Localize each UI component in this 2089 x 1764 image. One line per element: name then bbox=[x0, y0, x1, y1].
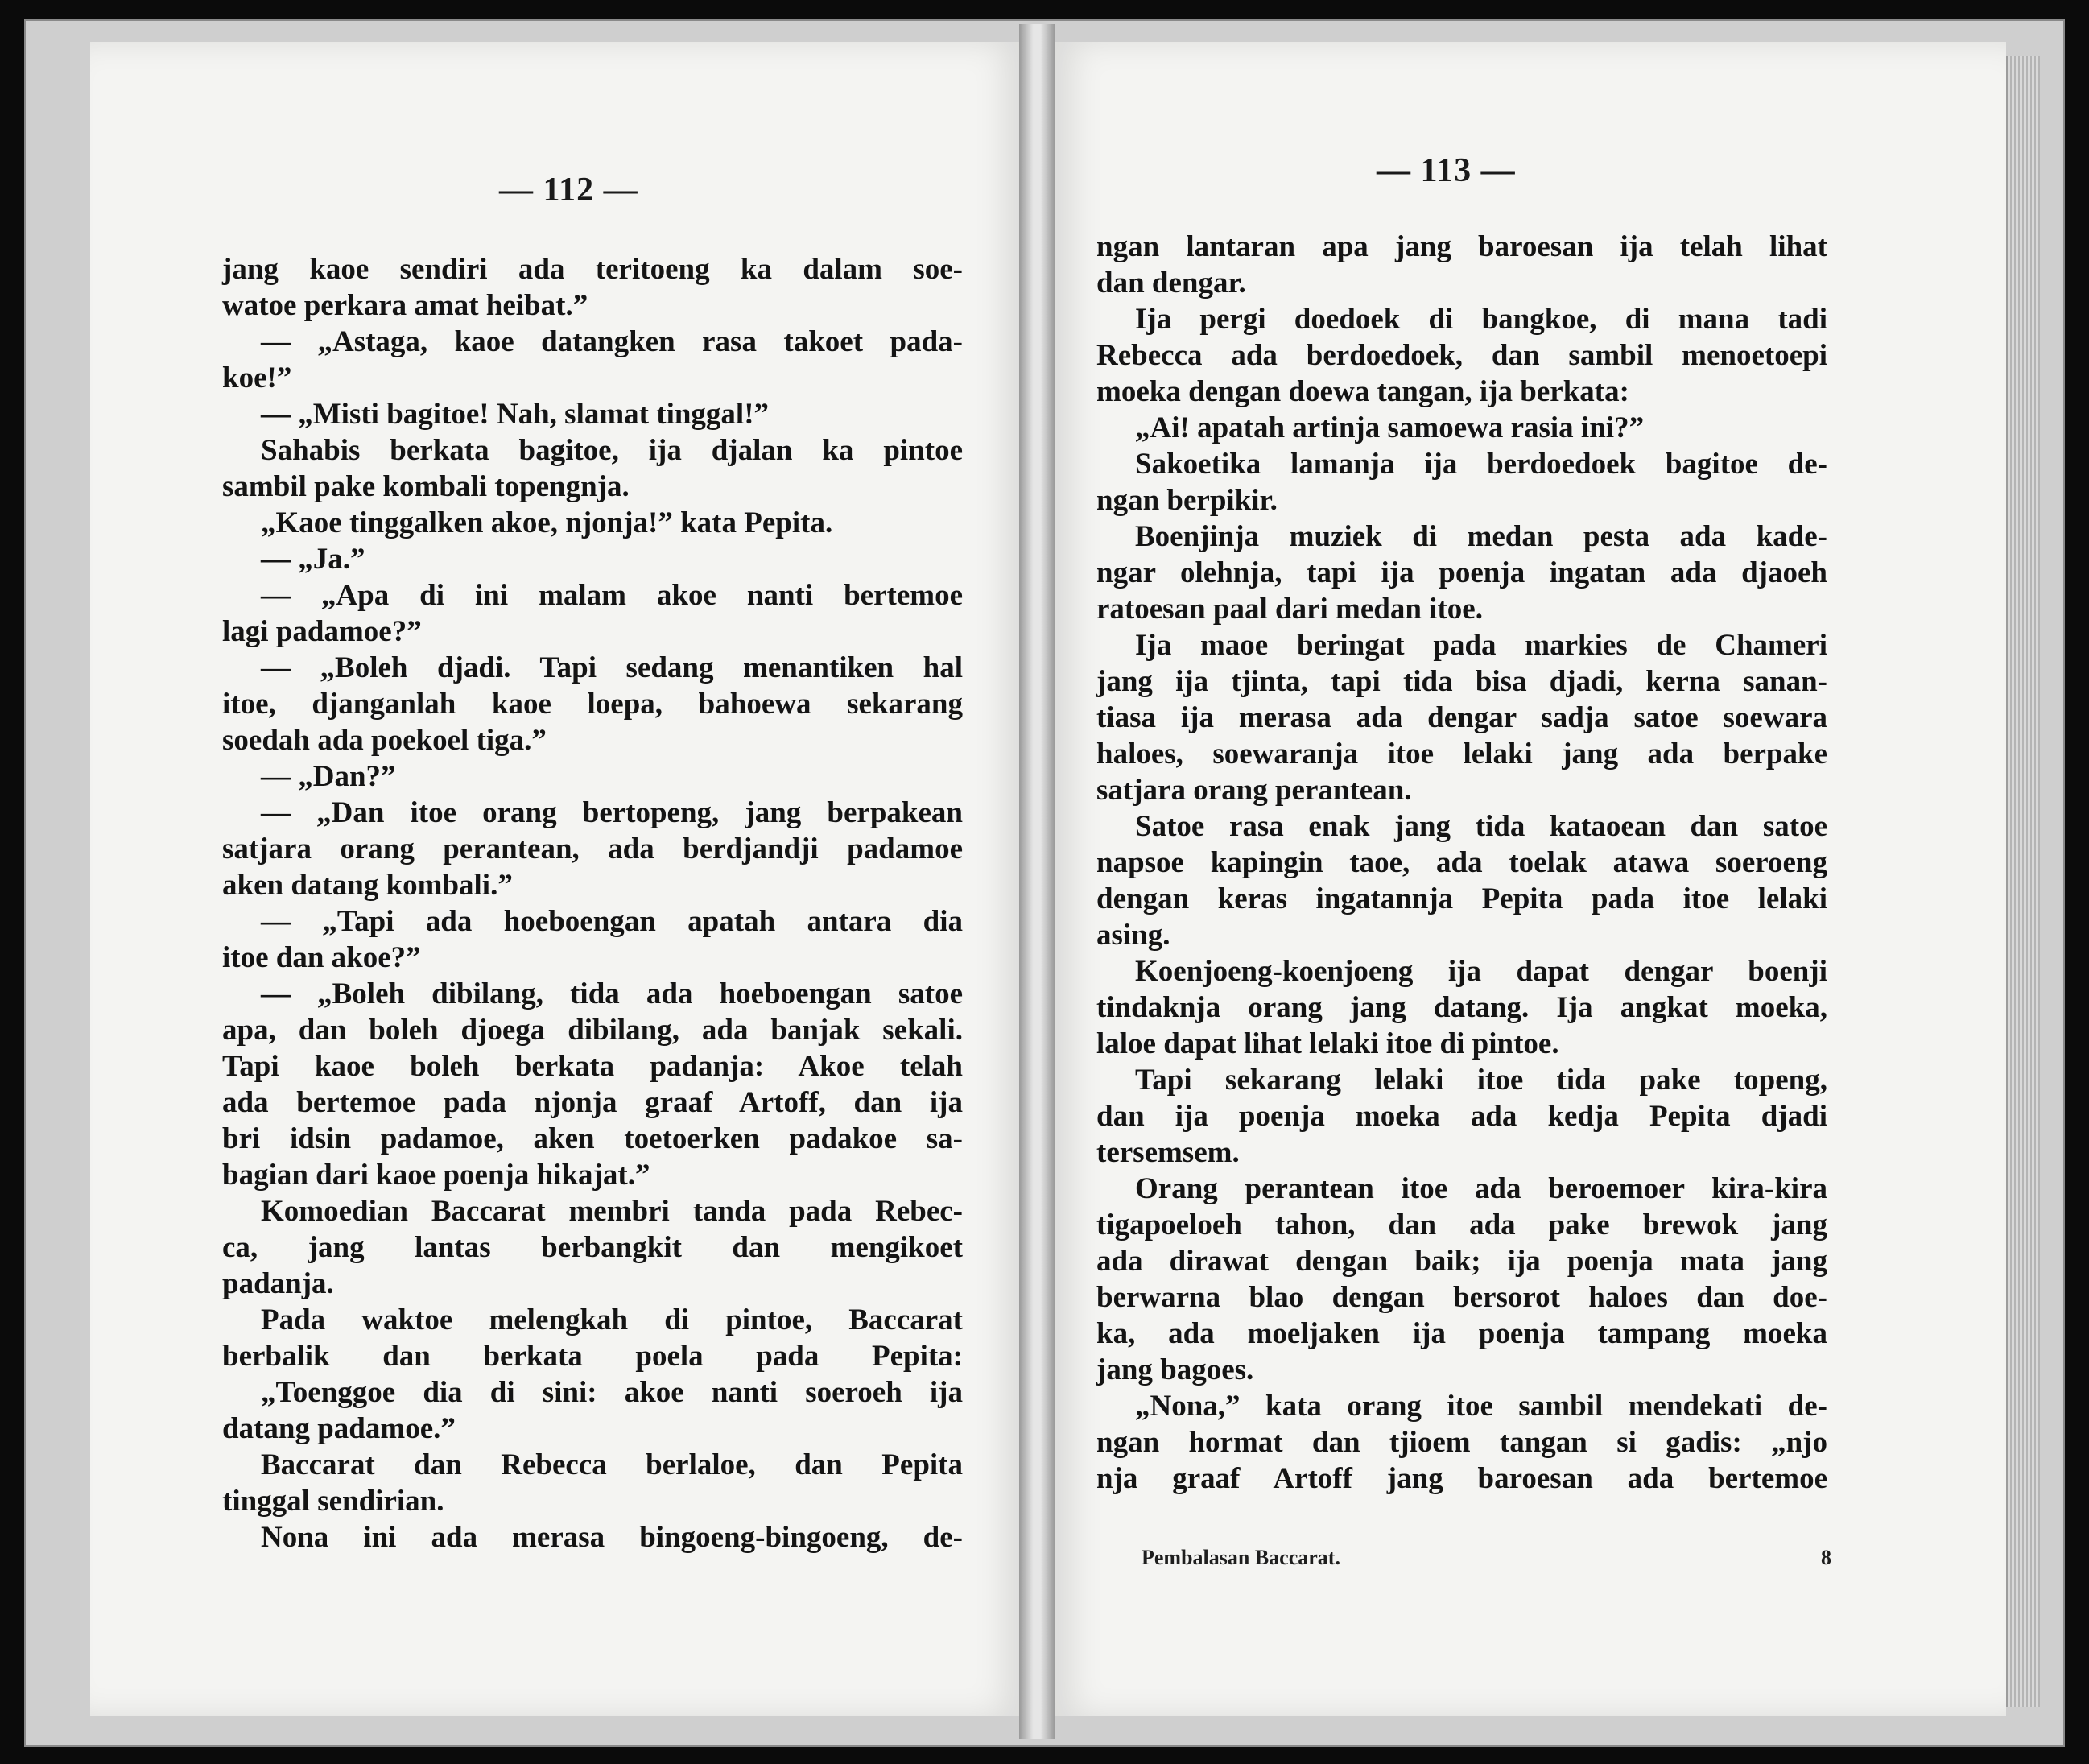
text-line: Nona ini ada merasa bingoeng-bingoeng, de- bbox=[261, 1521, 963, 1554]
text-line: satjara orang perantean. bbox=[1096, 774, 1412, 807]
text-line: Pada waktoe melengkah di pintoe, Baccarat bbox=[261, 1303, 963, 1336]
text-line: „Nona,” kata orang itoe sambil mendekati de- bbox=[1135, 1390, 1827, 1423]
text-line: — „Ja.” bbox=[261, 543, 365, 576]
text-line: moeka dengan doewa tangan, ija berkata: bbox=[1096, 375, 1629, 408]
text-line: watoe perkara amat heibat.” bbox=[222, 289, 588, 322]
text-line: — „Boleh dibilang, tida ada hoeboengan satoe bbox=[261, 977, 963, 1010]
text-line: Ija pergi doedoek di bangkoe, di mana tadi bbox=[1135, 303, 1827, 336]
text-line: Sahabis berkata bagitoe, ija djalan ka pintoe bbox=[261, 434, 963, 467]
text-line: jang bagoes. bbox=[1096, 1353, 1254, 1386]
page-edge-stack bbox=[2006, 56, 2040, 1707]
text-line: ngan lantaran apa jang baroesan ija telah lihat bbox=[1096, 230, 1827, 263]
text-line: soedah ada poekoel tiga.” bbox=[222, 724, 547, 757]
text-line: itoe dan akoe?” bbox=[222, 941, 421, 974]
right-page-number: — 113 — bbox=[1377, 152, 1516, 189]
text-line: apa, dan boleh djoega dibilang, ada banjak sekali. bbox=[222, 1014, 963, 1047]
text-line: lagi padamoe?” bbox=[222, 615, 422, 648]
text-line: ada bertemoe pada njonja graaf Artoff, dan ija bbox=[222, 1086, 963, 1119]
text-line: itoe, djanganlah kaoe loepa, bahoewa sekarang bbox=[222, 688, 963, 721]
text-line: Rebecca ada berdoedoek, dan sambil menoetoepi bbox=[1096, 339, 1827, 372]
text-line: Sakoetika lamanja ija berdoedoek bagitoe de- bbox=[1135, 448, 1827, 481]
text-line: bagian dari kaoe poenja hikajat.” bbox=[222, 1159, 650, 1192]
text-line: nja graaf Artoff jang baroesan ada bertemoe bbox=[1096, 1462, 1827, 1495]
text-line: laloe dapat lihat lelaki itoe di pintoe. bbox=[1096, 1027, 1559, 1060]
text-line: aken datang kombali.” bbox=[222, 869, 513, 902]
text-line: — „Tapi ada hoeboengan apatah antara dia bbox=[261, 905, 963, 938]
text-line: berbalik dan berkata poela pada Pepita: bbox=[222, 1340, 963, 1373]
text-line: napsoe kapingin taoe, ada toelak atawa soeroeng bbox=[1096, 846, 1827, 879]
text-line: — „Misti bagitoe! Nah, slamat tinggal!” bbox=[261, 398, 770, 431]
signature-mark: 8 bbox=[1821, 1546, 1831, 1569]
text-line: Tapi kaoe boleh berkata padanja: Akoe telah bbox=[222, 1050, 963, 1083]
text-line: — „Apa di ini malam akoe nanti bertemoe bbox=[261, 579, 963, 612]
text-line: koe!” bbox=[222, 361, 292, 395]
text-line: — „Dan itoe orang bertopeng, jang berpakean bbox=[261, 796, 963, 829]
text-line: — „Astaga, kaoe datangken rasa takoet pada- bbox=[261, 325, 963, 358]
text-line: tindaknja orang jang datang. Ija angkat moeka, bbox=[1096, 991, 1827, 1024]
text-line: padanja. bbox=[222, 1267, 334, 1300]
text-line: ada dirawat dengan baik; ija poenja mata jang bbox=[1096, 1245, 1827, 1278]
text-line: ca, jang lantas berbangkit dan mengikoet bbox=[222, 1231, 963, 1264]
text-line: berwarna blao dengan bersorot haloes dan doe- bbox=[1096, 1281, 1827, 1314]
signature-title: Pembalasan Baccarat. bbox=[1142, 1546, 1340, 1569]
text-line: dan ija poenja moeka ada kedja Pepita djadi bbox=[1096, 1100, 1827, 1133]
text-line: ngan hormat dan tjioem tangan si gadis: „njo bbox=[1096, 1426, 1827, 1459]
text-line: ngan berpikir. bbox=[1096, 484, 1278, 517]
text-line: jang kaoe sendiri ada teritoeng ka dalam soe- bbox=[222, 253, 963, 286]
text-line: bri idsin padamoe, aken toetoerken padakoe sa- bbox=[222, 1122, 963, 1155]
text-line: Koenjoeng-koenjoeng ija dapat dengar boenji bbox=[1135, 955, 1827, 988]
text-line: tersemsem. bbox=[1096, 1136, 1240, 1169]
text-line: ratoesan paal dari medan itoe. bbox=[1096, 593, 1483, 626]
text-line: Boenjinja muziek di medan pesta ada kade- bbox=[1135, 520, 1827, 553]
left-page-text bbox=[222, 251, 963, 1555]
text-line: datang padamoe.” bbox=[222, 1412, 456, 1445]
text-line: Komoedian Baccarat membri tanda pada Rebec- bbox=[261, 1195, 963, 1228]
text-line: Ija maoe beringat pada markies de Chameri bbox=[1135, 629, 1827, 662]
left-page-number: — 112 — bbox=[499, 171, 638, 209]
text-line: ngar olehnja, tapi ija poenja ingatan ada djaoeh bbox=[1096, 556, 1827, 589]
text-line: haloes, soewaranja itoe lelaki jang ada berpake bbox=[1096, 737, 1827, 770]
text-line: tigapoeloeh tahon, dan ada pake brewok jang bbox=[1096, 1208, 1827, 1241]
text-line: satjara orang perantean, ada berdjandji padamoe bbox=[222, 832, 963, 865]
text-line: Orang perantean itoe ada beroemoer kira-kira bbox=[1135, 1172, 1827, 1205]
text-line: — „Boleh djadi. Tapi sedang menantiken hal bbox=[261, 651, 963, 684]
text-line: jang ija tjinta, tapi tida bisa djadi, kerna sanan- bbox=[1096, 665, 1827, 698]
right-page-text bbox=[1096, 229, 1827, 1497]
text-line: „Toenggoe dia di sini: akoe nanti soeroeh ija bbox=[261, 1376, 963, 1409]
text-line: dengan keras ingatannja Pepita pada itoe lelaki bbox=[1096, 882, 1827, 915]
text-line: — „Dan?” bbox=[261, 760, 396, 793]
text-line: Satoe rasa enak jang tida kataoean dan satoe bbox=[1135, 810, 1827, 843]
text-line: „Ai! apatah artinja samoewa rasia ini?” bbox=[1135, 411, 1645, 444]
text-line: ka, ada moeljaken ija poenja tampang moeka bbox=[1096, 1317, 1827, 1350]
text-line: Baccarat dan Rebecca berlaloe, dan Pepita bbox=[261, 1448, 963, 1481]
text-line: dan dengar. bbox=[1096, 266, 1246, 300]
text-line: tinggal sendirian. bbox=[222, 1485, 444, 1518]
text-line: tiasa ija merasa ada dengar sadja satoe soewara bbox=[1096, 701, 1827, 734]
book-gutter bbox=[1019, 24, 1055, 1739]
text-line: asing. bbox=[1096, 919, 1170, 952]
text-line: sambil pake kombali topengnja. bbox=[222, 470, 630, 503]
text-line: Tapi sekarang lelaki itoe tida pake topeng, bbox=[1135, 1064, 1827, 1097]
text-line: „Kaoe tinggalken akoe, njonja!” kata Pepita. bbox=[261, 506, 833, 539]
